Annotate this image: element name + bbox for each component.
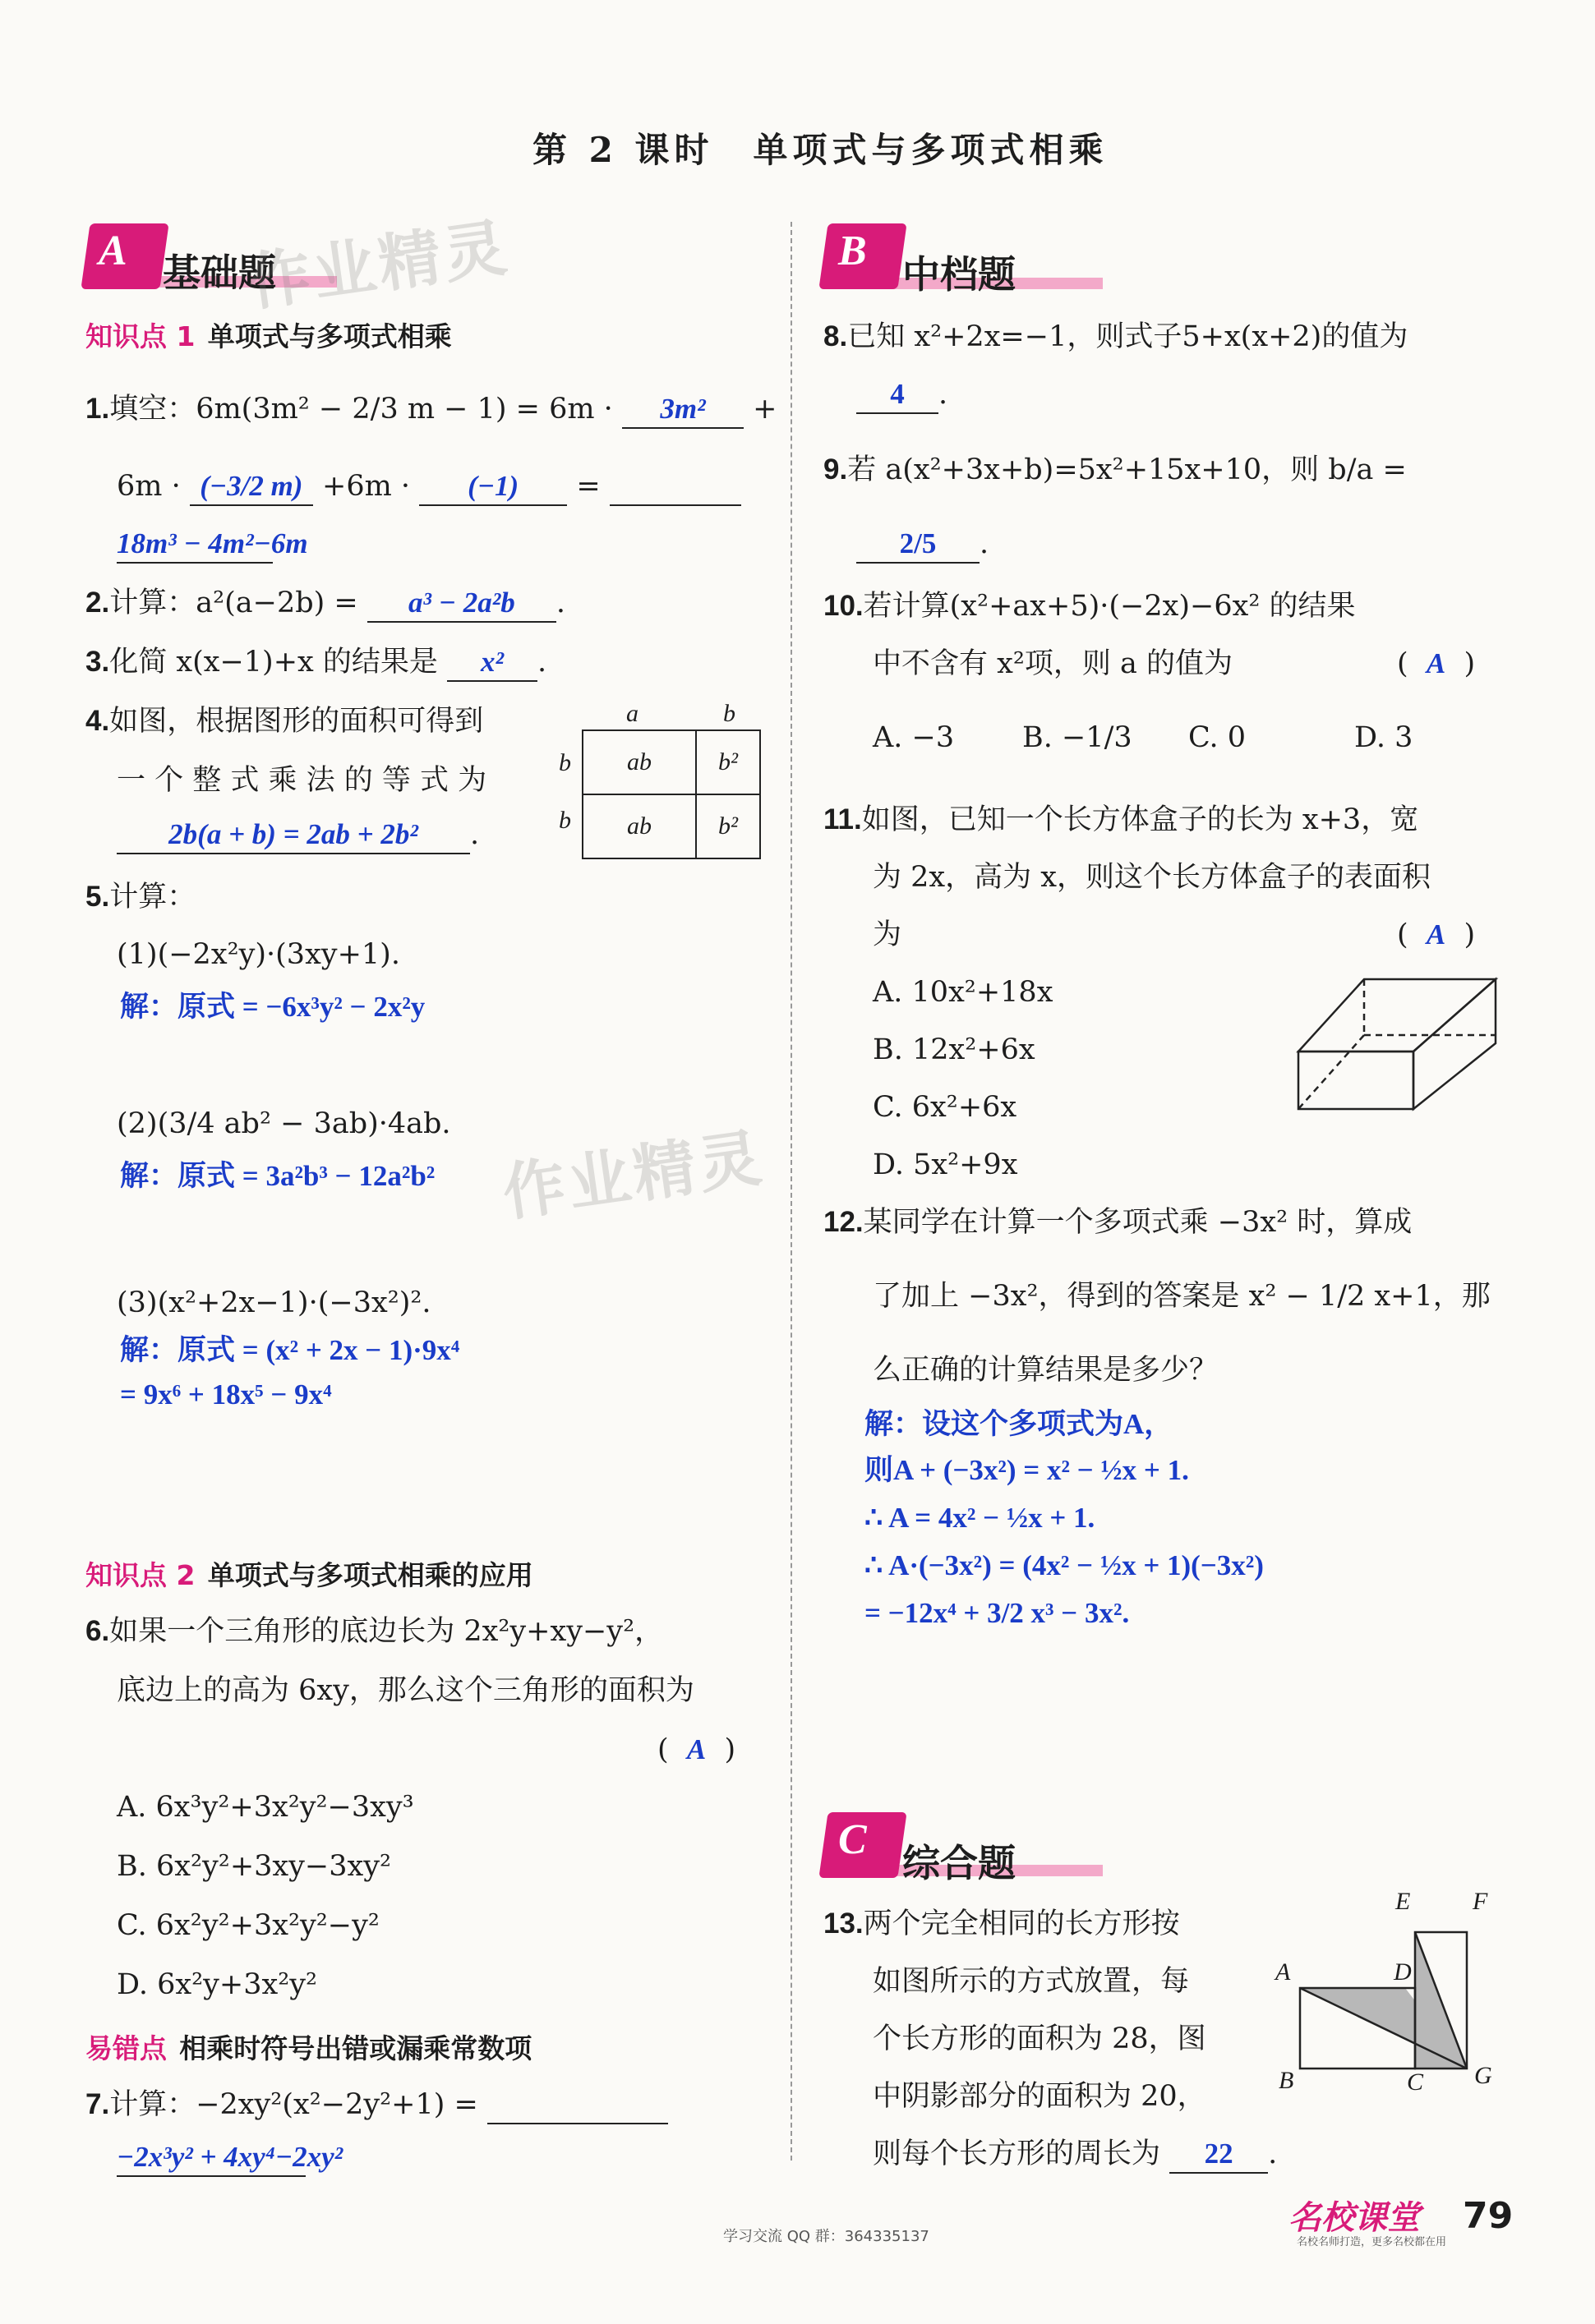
question-8: 8.已知 x²+2x=−1，则式子5+x(x+2)的值为	[823, 320, 1408, 353]
column-divider	[791, 222, 792, 2161]
question-1: 1.填空：6m(3m² − 2/3 m − 1) = 6m · 3m² +	[85, 391, 777, 429]
question-5: 5.计算：	[85, 881, 196, 913]
footer-qq: 学习交流 QQ 群：364335137	[723, 2228, 929, 2245]
question-10: 10.若计算(x²+ax+5)·(−2x)−6x² 的结果	[823, 590, 1356, 623]
solution-5-2: 解：原式 = 3a²b³ − 12a²b²	[120, 1160, 436, 1192]
error-prone-point: 易错点 相乘时符号出错或漏乘常数项	[85, 2032, 532, 2064]
question-7: 7.计算：−2xy²(x²−2y²+1) =	[85, 2087, 668, 2124]
brand-logo: 名校课堂	[1288, 2199, 1420, 2237]
page-number: 79	[1463, 2195, 1514, 2237]
watermark: 作业精灵	[243, 210, 514, 320]
knowledge-point-1: 知识点 1 单项式与多项式相乘	[85, 320, 452, 352]
question-4: 4.如图，根据图形的面积可得到	[85, 705, 484, 738]
page-title: 第 2 课时 单项式与多项式相乘	[532, 130, 1109, 170]
watermark: 作业精灵	[498, 1121, 769, 1230]
question-12: 12.某同学在计算一个多项式乘 −3x² 时，算成	[823, 1206, 1413, 1239]
question-11: 11.如图，已知一个长方体盒子的长为 x+3，宽	[823, 803, 1419, 836]
solution-5-3: 解：原式 = (x² + 2x − 1)·9x⁴	[120, 1334, 460, 1366]
solution-12-line-1: 解：设这个多项式为A，	[864, 1408, 1173, 1440]
knowledge-point-2: 知识点 2 单项式与多项式相乘的应用	[85, 1559, 533, 1591]
question-13: 13.两个完全相同的长方形按	[823, 1908, 1180, 1940]
solution-5-1: 解：原式 = −6x³y² − 2x²y	[120, 991, 426, 1023]
question-6: 6.如果一个三角形的底边长为 2x²y+xy−y²，	[85, 1615, 664, 1648]
question-2: 2.计算：a²(a−2b) = a³ − 2a²b .	[85, 585, 565, 623]
question-3: 3.化简 x(x−1)+x 的结果是 x² .	[85, 644, 546, 682]
box-figure	[1290, 969, 1504, 1117]
question-9: 9.若 a(x²+3x+b)=5x²+15x+10，则 b/a =	[823, 453, 1407, 486]
rectangles-figure	[1265, 1898, 1512, 2078]
